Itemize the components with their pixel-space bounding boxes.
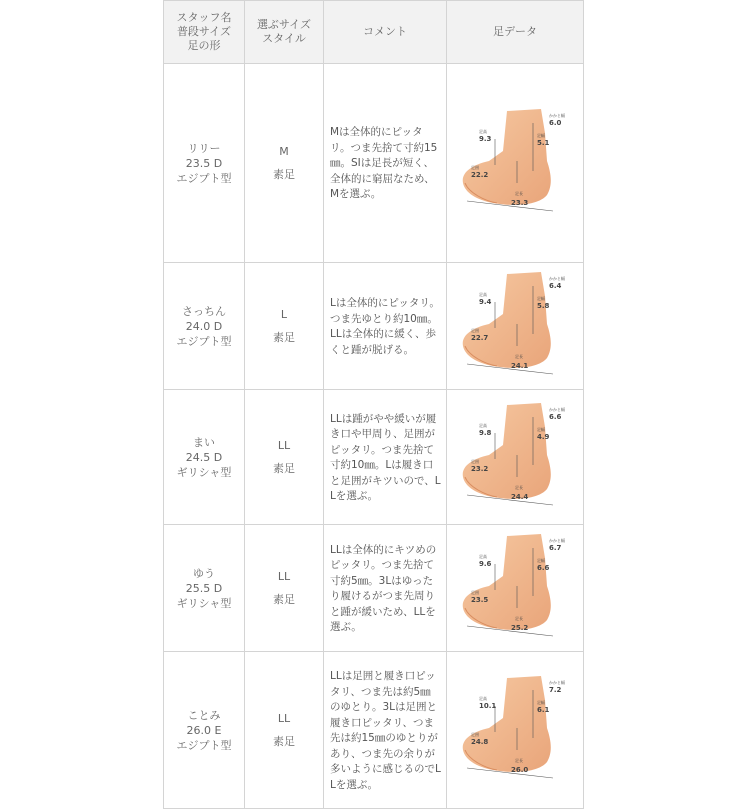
style-label: 素足 (273, 735, 295, 748)
foot-diagram (455, 528, 575, 648)
staff-name: ことみ (187, 708, 221, 722)
instep-value: 9.3 (479, 135, 492, 143)
style-label: 素足 (273, 593, 295, 606)
staff-cell (164, 652, 245, 809)
header-row (164, 1, 584, 64)
foot-shape: ギリシャ型 (176, 596, 232, 610)
length-label: 足長 (515, 191, 523, 196)
staff-name: ゆう (193, 566, 215, 580)
staff-row (164, 525, 584, 652)
foot-data-cell (447, 525, 584, 652)
header-comment: コメント (324, 1, 447, 64)
comment-text: Lは全体的にピッタリ。つま先ゆとり約10㎜。LLは全体的に緩く、歩くと踵が脱げる。 (330, 297, 440, 356)
girth-label: 足囲 (471, 328, 479, 333)
foot-shape: エジプト型 (176, 171, 232, 185)
header-size-line: スタイル (262, 32, 306, 45)
heel-label: かかと幅 (549, 407, 565, 412)
girth-value: 22.2 (471, 171, 489, 179)
foot-shape: エジプト型 (176, 738, 232, 752)
heel-value: 6.0 (549, 119, 562, 127)
size-guide-table (163, 0, 584, 809)
foot-data-cell (447, 64, 584, 263)
size-cell (245, 390, 324, 525)
heel-value: 6.7 (549, 544, 562, 552)
foot-shape-illustration (463, 676, 551, 772)
chosen-size: M (279, 145, 289, 158)
comment-text: LLは足囲と履き口ピッタリ、つま先は約5㎜のゆとり。3Lは足囲と履き口ピッタリ、つま先は約15㎜のゆとりがあり、つま先の余りが多いように感じるのでLLを選ぶ。 (330, 670, 441, 791)
foot-diagram (455, 103, 575, 223)
heel-label: かかと幅 (549, 276, 565, 281)
instep-label: 足高 (479, 129, 487, 134)
chosen-size: LL (277, 570, 291, 583)
foot-shape-illustration (463, 403, 551, 499)
girth-value: 23.5 (471, 596, 489, 604)
width-label: 足幅 (537, 296, 545, 301)
header-staff-line: 足の形 (187, 39, 221, 52)
foot-shape-illustration (463, 109, 551, 205)
length-value: 26.0 (511, 766, 529, 774)
foot-diagram (455, 266, 575, 386)
length-value: 24.4 (511, 493, 529, 501)
instep-value: 9.6 (479, 560, 492, 568)
instep-label: 足高 (479, 554, 487, 559)
style-label: 素足 (273, 168, 295, 181)
header-staff-line: 普段サイズ (176, 25, 232, 38)
staff-name: リリー (187, 141, 221, 155)
comment-cell (324, 652, 447, 809)
width-value: 6.1 (537, 706, 550, 714)
width-label: 足幅 (537, 133, 545, 138)
girth-value: 24.8 (471, 738, 489, 746)
length-value: 25.2 (511, 624, 529, 632)
foot-data-cell (447, 263, 584, 390)
width-label: 足幅 (537, 700, 545, 705)
staff-row (164, 64, 584, 263)
heel-value: 7.2 (549, 686, 562, 694)
comment-text: Mは全体的にピッタリ。つま先捨て寸約15㎜。SIは足長が短く、全体的に窮屈なため、Mを選ぶ。 (330, 126, 438, 201)
comment-cell (324, 390, 447, 525)
comment-cell (324, 64, 447, 263)
width-value: 5.8 (537, 302, 550, 310)
usual-size: 24.0 D (185, 319, 223, 333)
chosen-size: LL (277, 712, 291, 725)
instep-label: 足高 (479, 423, 487, 428)
foot-data-cell (447, 390, 584, 525)
size-cell (245, 652, 324, 809)
usual-size: 24.5 D (185, 450, 223, 464)
instep-label: 足高 (479, 292, 487, 297)
staff-name: さっちん (182, 304, 226, 318)
heel-label: かかと幅 (549, 538, 565, 543)
length-label: 足長 (515, 354, 523, 359)
staff-row (164, 263, 584, 390)
length-value: 24.1 (511, 362, 529, 370)
usual-size: 26.0 E (186, 723, 222, 737)
heel-value: 6.6 (549, 413, 562, 421)
usual-size: 25.5 D (185, 581, 223, 595)
width-value: 6.6 (537, 564, 550, 572)
foot-diagram (455, 670, 575, 790)
girth-label: 足囲 (471, 590, 479, 595)
foot-shape: ギリシャ型 (176, 465, 232, 479)
foot-data-cell (447, 652, 584, 809)
length-label: 足長 (515, 758, 523, 763)
foot-shape-illustration (463, 534, 551, 630)
usual-size: 23.5 D (185, 156, 223, 170)
staff-cell (164, 390, 245, 525)
instep-value: 9.8 (479, 429, 492, 437)
staff-cell (164, 263, 245, 390)
width-value: 5.1 (537, 139, 550, 147)
instep-value: 9.4 (479, 298, 492, 306)
size-cell (245, 263, 324, 390)
size-cell (245, 525, 324, 652)
foot-diagram (455, 397, 575, 517)
heel-label: かかと幅 (549, 113, 565, 118)
size-cell (245, 64, 324, 263)
header-staff-line: スタッフ名 (176, 11, 232, 24)
chosen-size: LL (277, 439, 291, 452)
staff-row (164, 390, 584, 525)
length-value: 23.3 (511, 199, 529, 207)
foot-shape-illustration (463, 272, 551, 368)
width-label: 足幅 (537, 558, 545, 563)
instep-value: 10.1 (479, 702, 497, 710)
chosen-size: L (280, 308, 288, 321)
staff-row (164, 652, 584, 809)
width-label: 足幅 (537, 427, 545, 432)
girth-value: 22.7 (471, 334, 489, 342)
comment-text: LLは踵がやや緩いが履き口や甲周り、足囲がピッタリ。つま先捨て寸約10㎜。Lは履き口と足囲がキツいので、LLを選ぶ。 (330, 412, 441, 502)
width-value: 4.9 (537, 433, 550, 441)
foot-shape: エジプト型 (176, 334, 232, 348)
instep-label: 足高 (479, 696, 487, 701)
comment-cell (324, 263, 447, 390)
length-label: 足長 (515, 616, 523, 621)
length-label: 足長 (515, 485, 523, 490)
header-staff (164, 1, 245, 64)
girth-value: 23.2 (471, 465, 489, 473)
staff-cell (164, 64, 245, 263)
style-label: 素足 (273, 462, 295, 475)
header-size (245, 1, 324, 64)
header-size-line: 選ぶサイズ (256, 18, 312, 31)
staff-cell (164, 525, 245, 652)
style-label: 素足 (273, 331, 295, 344)
girth-label: 足囲 (471, 732, 479, 737)
staff-name: まい (193, 435, 215, 449)
comment-text: LLは全体的にキツめのピッタリ。つま先捨て寸約5㎜。3Lはゆったり履けるがつま先周りと踵が緩いため、LLを選ぶ。 (330, 543, 437, 633)
header-foot-data: 足データ (447, 1, 584, 64)
girth-label: 足囲 (471, 165, 479, 170)
heel-label: かかと幅 (549, 680, 565, 685)
heel-value: 6.4 (549, 282, 562, 290)
comment-cell (324, 525, 447, 652)
girth-label: 足囲 (471, 459, 479, 464)
